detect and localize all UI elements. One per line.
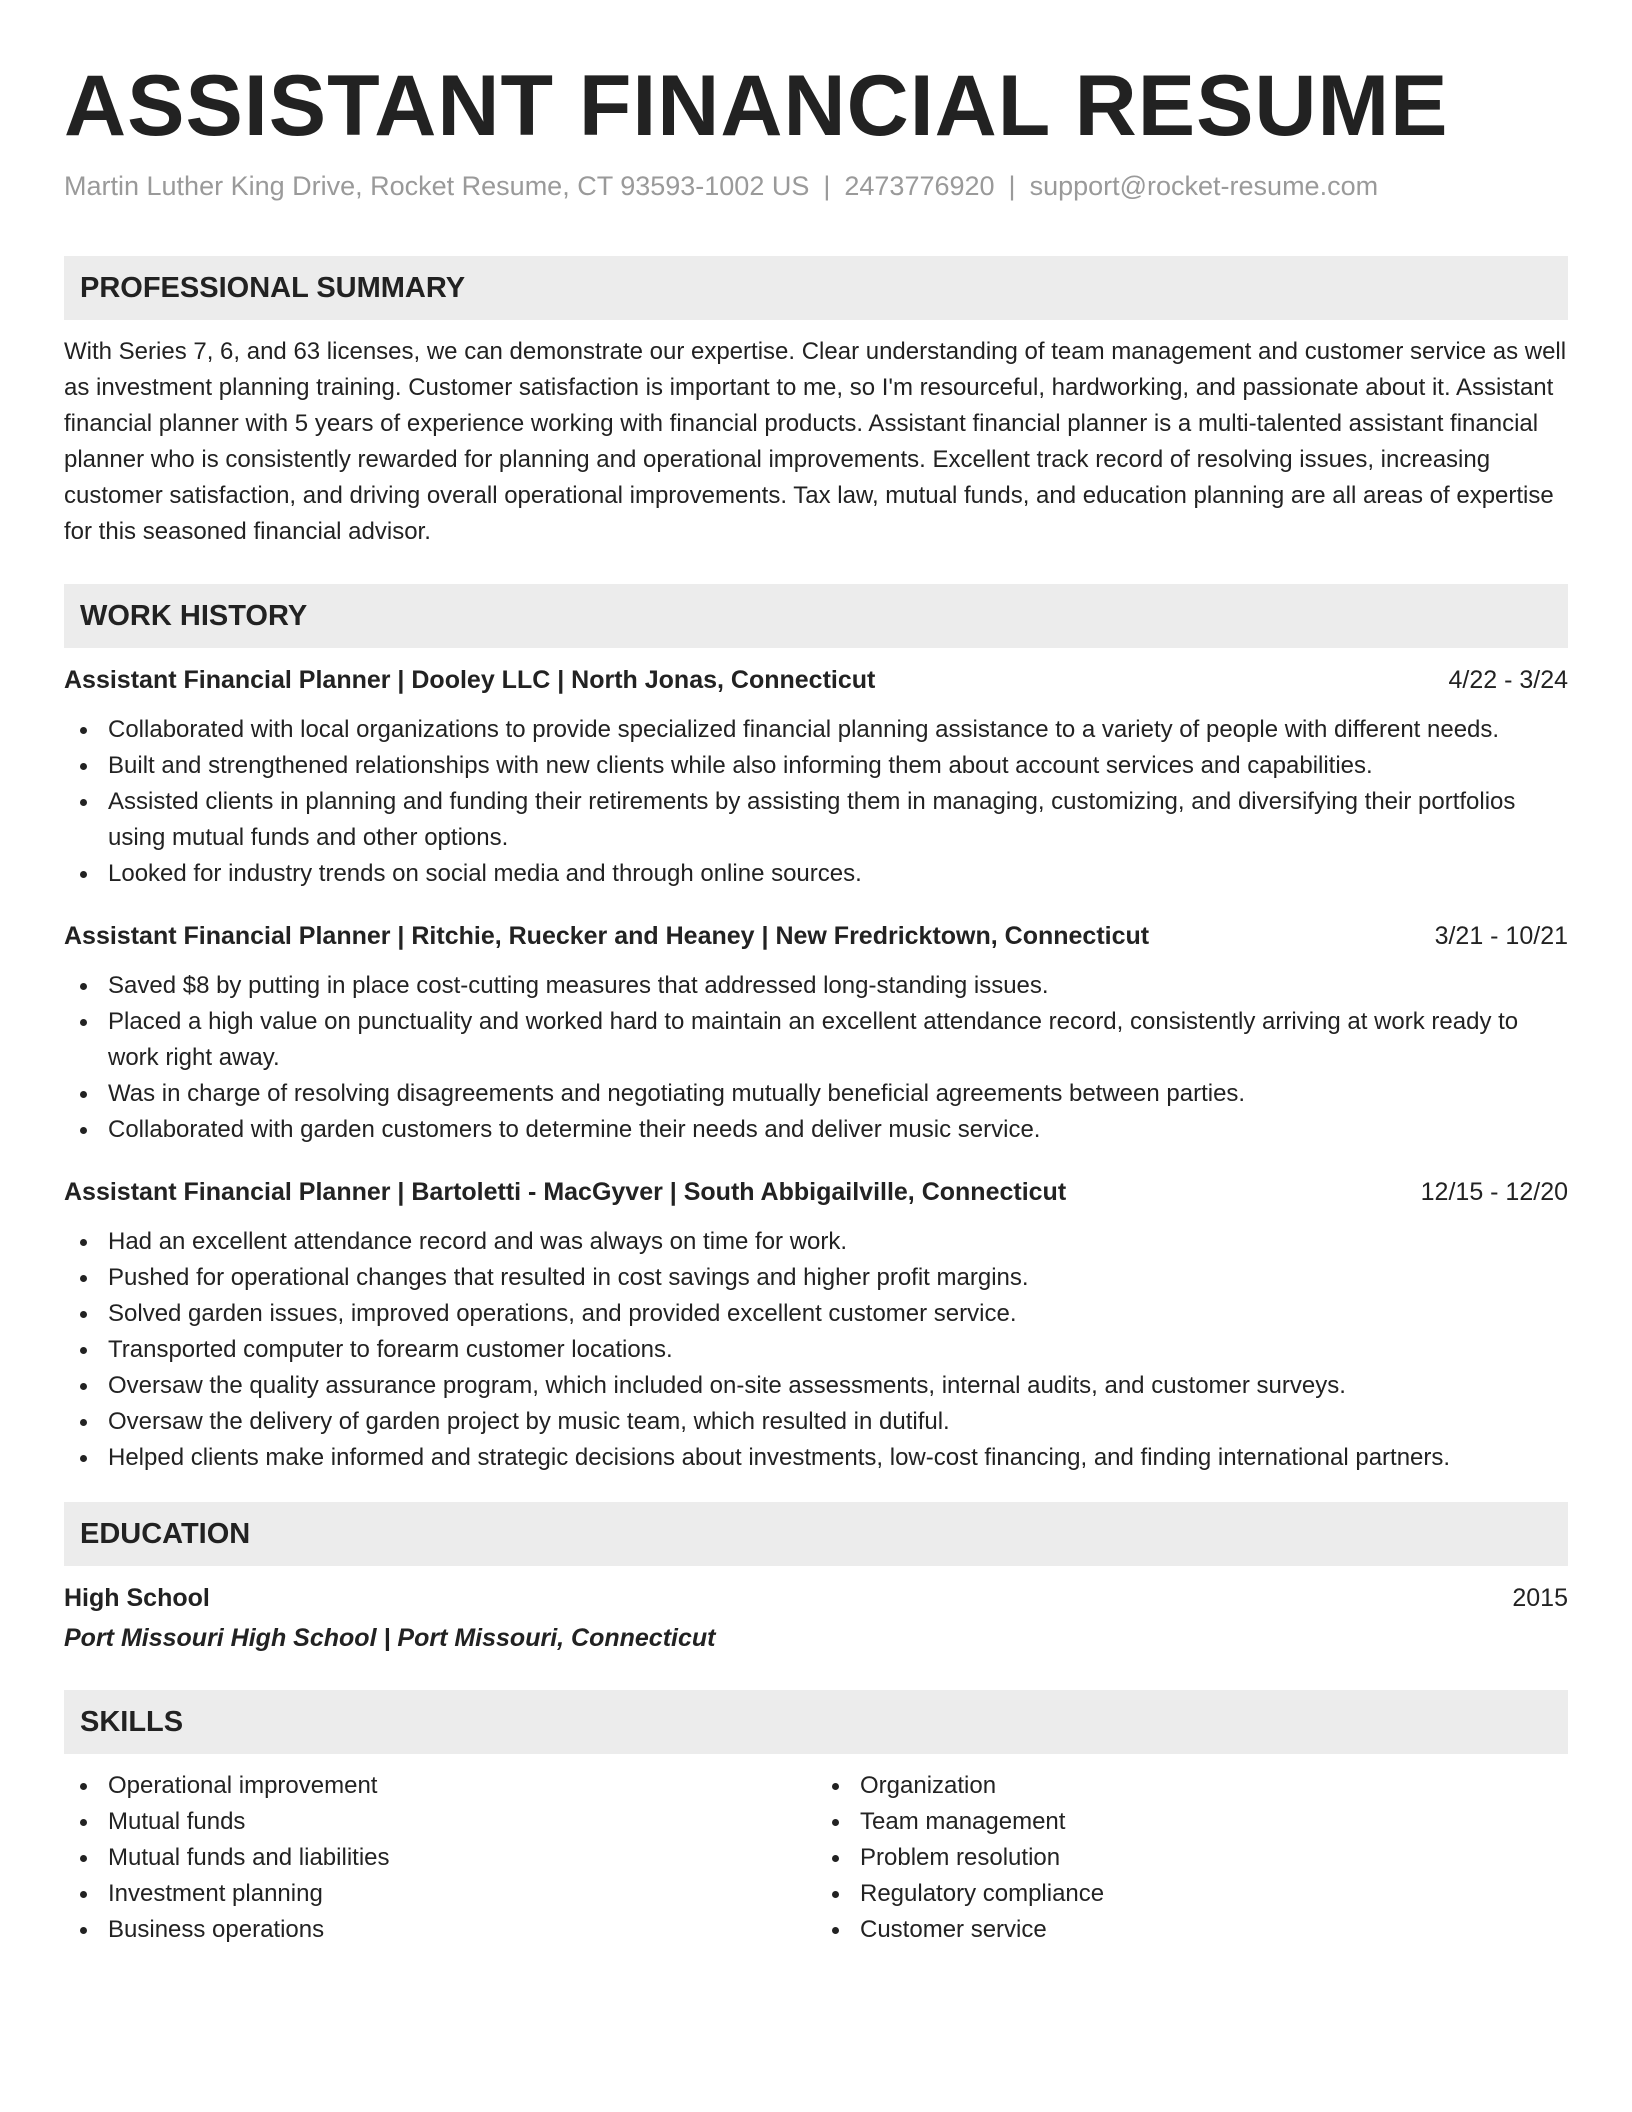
job-bullet: Collaborated with garden customers to determine their needs and deliver music service.	[108, 1112, 1568, 1148]
section-heading-summary: PROFESSIONAL SUMMARY	[64, 256, 1568, 320]
resume-title: ASSISTANT FINANCIAL RESUME	[64, 58, 1449, 154]
skill-item: Mutual funds	[108, 1804, 816, 1840]
job-bullet: Oversaw the delivery of garden project by music team, which resulted in dutiful.	[108, 1404, 1568, 1440]
skill-item: Problem resolution	[860, 1840, 1568, 1876]
contact-email: support@rocket-resume.com	[1029, 171, 1379, 201]
job-bullet: Had an excellent attendance record and was always on time for work.	[108, 1224, 1568, 1260]
summary-text: With Series 7, 6, and 63 licenses, we can demonstrate our expertise. Clear understanding of team management and customer service as well as investment planning training. Customer satisfaction is important to me, so I'm resourceful, hardworking, and passionate about it. Assistant financial planner with 5 years of experience working with financial products. Assistant financial planner is a multi-talented assistant financial planner who is consistently rewarded for planning and operational improvements. Excellent track record of resolving issues, increasing customer satisfaction, and driving overall operational improvements. Tax law, mutual funds, and education planning are all areas of expertise for this seasoned financial advisor.	[64, 338, 1567, 545]
job-bullet: Helped clients make informed and strategic decisions about investments, low-cost financing, and finding international partners.	[108, 1440, 1568, 1476]
job-bullet: Saved $8 by putting in place cost-cutting measures that addressed long-standing issues.	[108, 968, 1568, 1004]
job-entry	[64, 1174, 1568, 1476]
skills-list	[64, 1768, 816, 1948]
skill-item: Investment planning	[108, 1876, 816, 1912]
job-date: 12/15 - 12/20	[1420, 1178, 1568, 1206]
job-title: Assistant Financial Planner | Bartoletti - MacGyver | South Abbigailville, Connecticut	[64, 1178, 1067, 1206]
contact-phone: 2473776920	[844, 171, 995, 201]
contact-line	[64, 168, 1568, 204]
education-entry	[64, 1580, 1568, 1616]
job-bullet: Solved garden issues, improved operations, and provided excellent customer service.	[108, 1296, 1568, 1332]
job-bullet: Looked for industry trends on social media and through online sources.	[108, 856, 1568, 892]
contact-separator: |	[823, 171, 831, 201]
skills-column-right	[816, 1768, 1568, 1948]
skill-item: Business operations	[108, 1912, 816, 1948]
job-entry	[64, 918, 1568, 1148]
skill-item: Team management	[860, 1804, 1568, 1840]
section-heading-skills: SKILLS	[64, 1690, 1568, 1754]
skill-item: Organization	[860, 1768, 1568, 1804]
job-bullet: Placed a high value on punctuality and worked hard to maintain an excellent attendance record, consistently arriving at work ready to work right away.	[108, 1004, 1568, 1076]
skill-item: Customer service	[860, 1912, 1568, 1948]
section-heading-work-history: WORK HISTORY	[64, 584, 1568, 648]
job-bullet: Pushed for operational changes that resulted in cost savings and higher profit margins.	[108, 1260, 1568, 1296]
skills-grid	[64, 1768, 1568, 1948]
job-header	[64, 918, 1568, 954]
contact-address: Martin Luther King Drive, Rocket Resume, CT 93593-1002 US	[64, 171, 810, 201]
job-bullets	[64, 712, 1568, 892]
job-bullet: Was in charge of resolving disagreements and negotiating mutually beneficial agreements between parties.	[108, 1076, 1568, 1112]
education-school: Port Missouri High School | Port Missouri, Connecticut	[64, 1624, 716, 1652]
job-bullets	[64, 1224, 1568, 1476]
education-year: 2015	[1512, 1584, 1568, 1612]
contact-separator: |	[1008, 171, 1016, 201]
job-bullet: Oversaw the quality assurance program, which included on-site assessments, internal audits, and customer surveys.	[108, 1368, 1568, 1404]
job-header	[64, 662, 1568, 698]
job-bullet: Assisted clients in planning and funding their retirements by assisting them in managing, customizing, and diversifying their portfolios using mutual funds and other options.	[108, 784, 1568, 856]
section-heading-education: EDUCATION	[64, 1502, 1568, 1566]
job-date: 4/22 - 3/24	[1448, 666, 1568, 694]
job-bullet: Collaborated with local organizations to provide specialized financial planning assistance to a variety of people with different needs.	[108, 712, 1568, 748]
skill-item: Mutual funds and liabilities	[108, 1840, 816, 1876]
job-bullets	[64, 968, 1568, 1148]
skills-list	[816, 1768, 1568, 1948]
job-bullet: Built and strengthened relationships with new clients while also informing them about account services and capabilities.	[108, 748, 1568, 784]
job-entry	[64, 662, 1568, 892]
education-degree: High School	[64, 1584, 210, 1612]
job-header	[64, 1174, 1568, 1210]
job-title: Assistant Financial Planner | Dooley LLC | North Jonas, Connecticut	[64, 666, 876, 694]
skill-item: Operational improvement	[108, 1768, 816, 1804]
job-date: 3/21 - 10/21	[1434, 922, 1568, 950]
job-bullet: Transported computer to forearm customer locations.	[108, 1332, 1568, 1368]
job-title: Assistant Financial Planner | Ritchie, Ruecker and Heaney | New Fredricktown, Connecticut	[64, 922, 1150, 950]
skill-item: Regulatory compliance	[860, 1876, 1568, 1912]
skills-column-left	[64, 1768, 816, 1948]
